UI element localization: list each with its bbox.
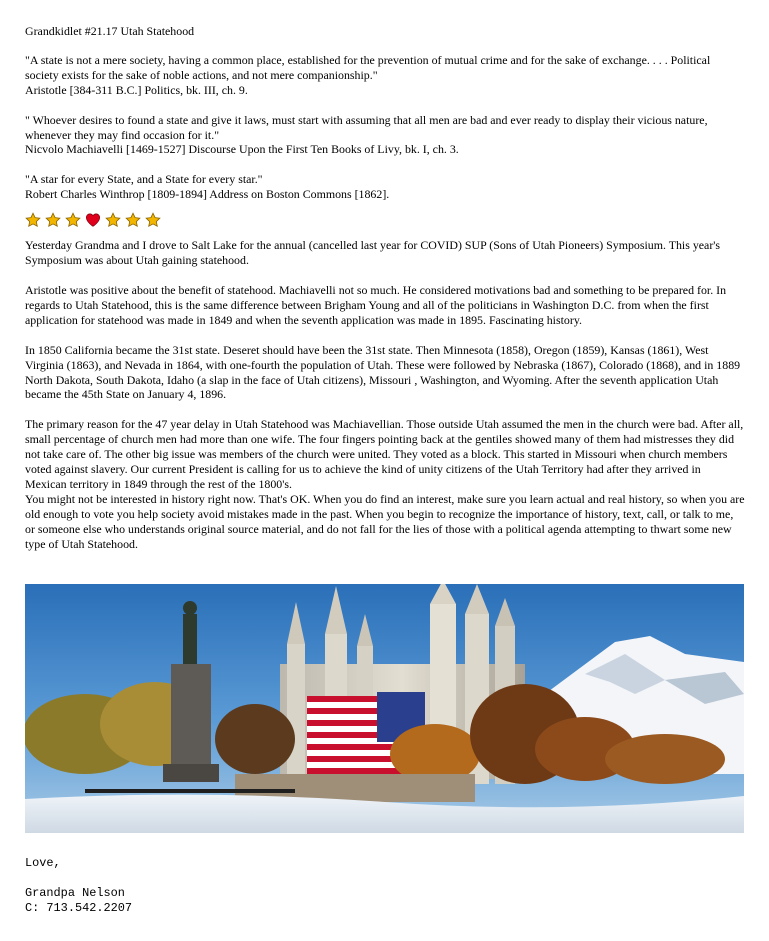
quote-block: [25, 113, 745, 158]
heart-icon: [85, 212, 101, 228]
quote-source: Nicvolo Machiavelli [1469-1527] Discourse Upon the First Ten Books of Livy, bk. I, ch. 3.: [25, 142, 459, 157]
body-paragraph: In 1850 California became the 31st state. Deseret should have been the 31st state. Then Minnesota (1858), Oregon (1859), Kansas (1861), West Virginia (1863), and Nevada in 1864, with one-fourth the population of Utah. These were followed by Nebraska (1867), Colorado (1868), and in 1889 North Dakota, South Dakota, Idaho (a slap in the face of Utah citizens), Missouri , Washington, and Wyoming. After the seventh application Utah became the 45th State on January 4, 1896.: [25, 342, 741, 402]
quote-source: Robert Charles Winthrop [1809-1894] Address on Boston Commons [1862].: [25, 187, 390, 202]
quote-block: [25, 53, 745, 98]
star-icon: [25, 212, 41, 228]
star-icon: [105, 212, 121, 228]
salt-lake-temple-image: [25, 584, 744, 833]
page-title: Grandkidlet #21.17 Utah Statehood: [25, 24, 195, 38]
body-paragraph: Aristotle was positive about the benefit of statehood. Machiavelli not so much. He considered motivations bad and something to be prepared for. In regards to Utah Statehood, this is the same difference between Brigham Young and all of the politicians in Washington D.C. from when the first application for statehood was made in 1849 and when the seventh application was made in 1895. Fascinating history.: [25, 282, 727, 327]
star-icon: [125, 212, 141, 228]
temple-illustration: [25, 584, 744, 833]
blank-line: [25, 871, 132, 886]
star-icon: [145, 212, 161, 228]
signer-name: Grandpa Nelson: [25, 886, 125, 900]
signature-block: [25, 856, 132, 916]
star-icon: [45, 212, 61, 228]
body-paragraph: The primary reason for the 47 year delay in Utah Statehood was Machiavellian. Those outside Utah assumed the men in the church were bad. After all, small percentage of church men had more than one wife. The four fingers pointing back at the gentiles showed many of them had mistresses they did not take care of. The other big issue was members of the church were united. They voted as a block. This started in Missouri when church members voted against slavery. Our current President is calling for us to achieve the kind of unity citizens of the Utah Territory had after they arrived in Mexican territory in 1849 through the rest of the 1800's.: [25, 417, 744, 491]
letter-body: [25, 24, 745, 566]
body-paragraph: Yesterday Grandma and I drove to Salt Lake for the annual (cancelled last year for COVID) SUP (Sons of Utah Pioneers) Symposium. This year's Symposium was about Utah gaining statehood.: [25, 238, 721, 268]
quote-text: " Whoever desires to found a state and give it laws, must start with assuming that all men are bad and ever ready to display their vicious nature, whenever they may find occasion for it.": [25, 112, 708, 142]
star-icon: [65, 212, 81, 228]
star-divider: [25, 210, 745, 230]
body-paragraph: You might not be interested in history right now. That's OK. When you do find an interest, make sure you learn actual and real history, so when you are old enough to vote you help society avoid mistakes made in the past. When you begin to recognize the importance of history, text, call, or talk to me, or someone else who understands original source material, and do not fall for the lies of those with a political agenda attempting to thwart some new type of Utah Statehood.: [25, 491, 745, 551]
quote-block: [25, 172, 745, 202]
closing: Love,: [25, 856, 61, 870]
quote-source: Aristotle [384-311 B.C.] Politics, bk. III, ch. 9.: [25, 82, 248, 97]
quote-text: "A state is not a mere society, having a common place, established for the prevention of mutual crime and for the sake of exchange. . . . Political society exists for the sake of noble actions, and not mere companionship.": [25, 52, 711, 82]
quote-text: "A star for every State, and a State for every star.": [25, 172, 263, 187]
phone-number: C: 713.542.2207: [25, 901, 133, 915]
